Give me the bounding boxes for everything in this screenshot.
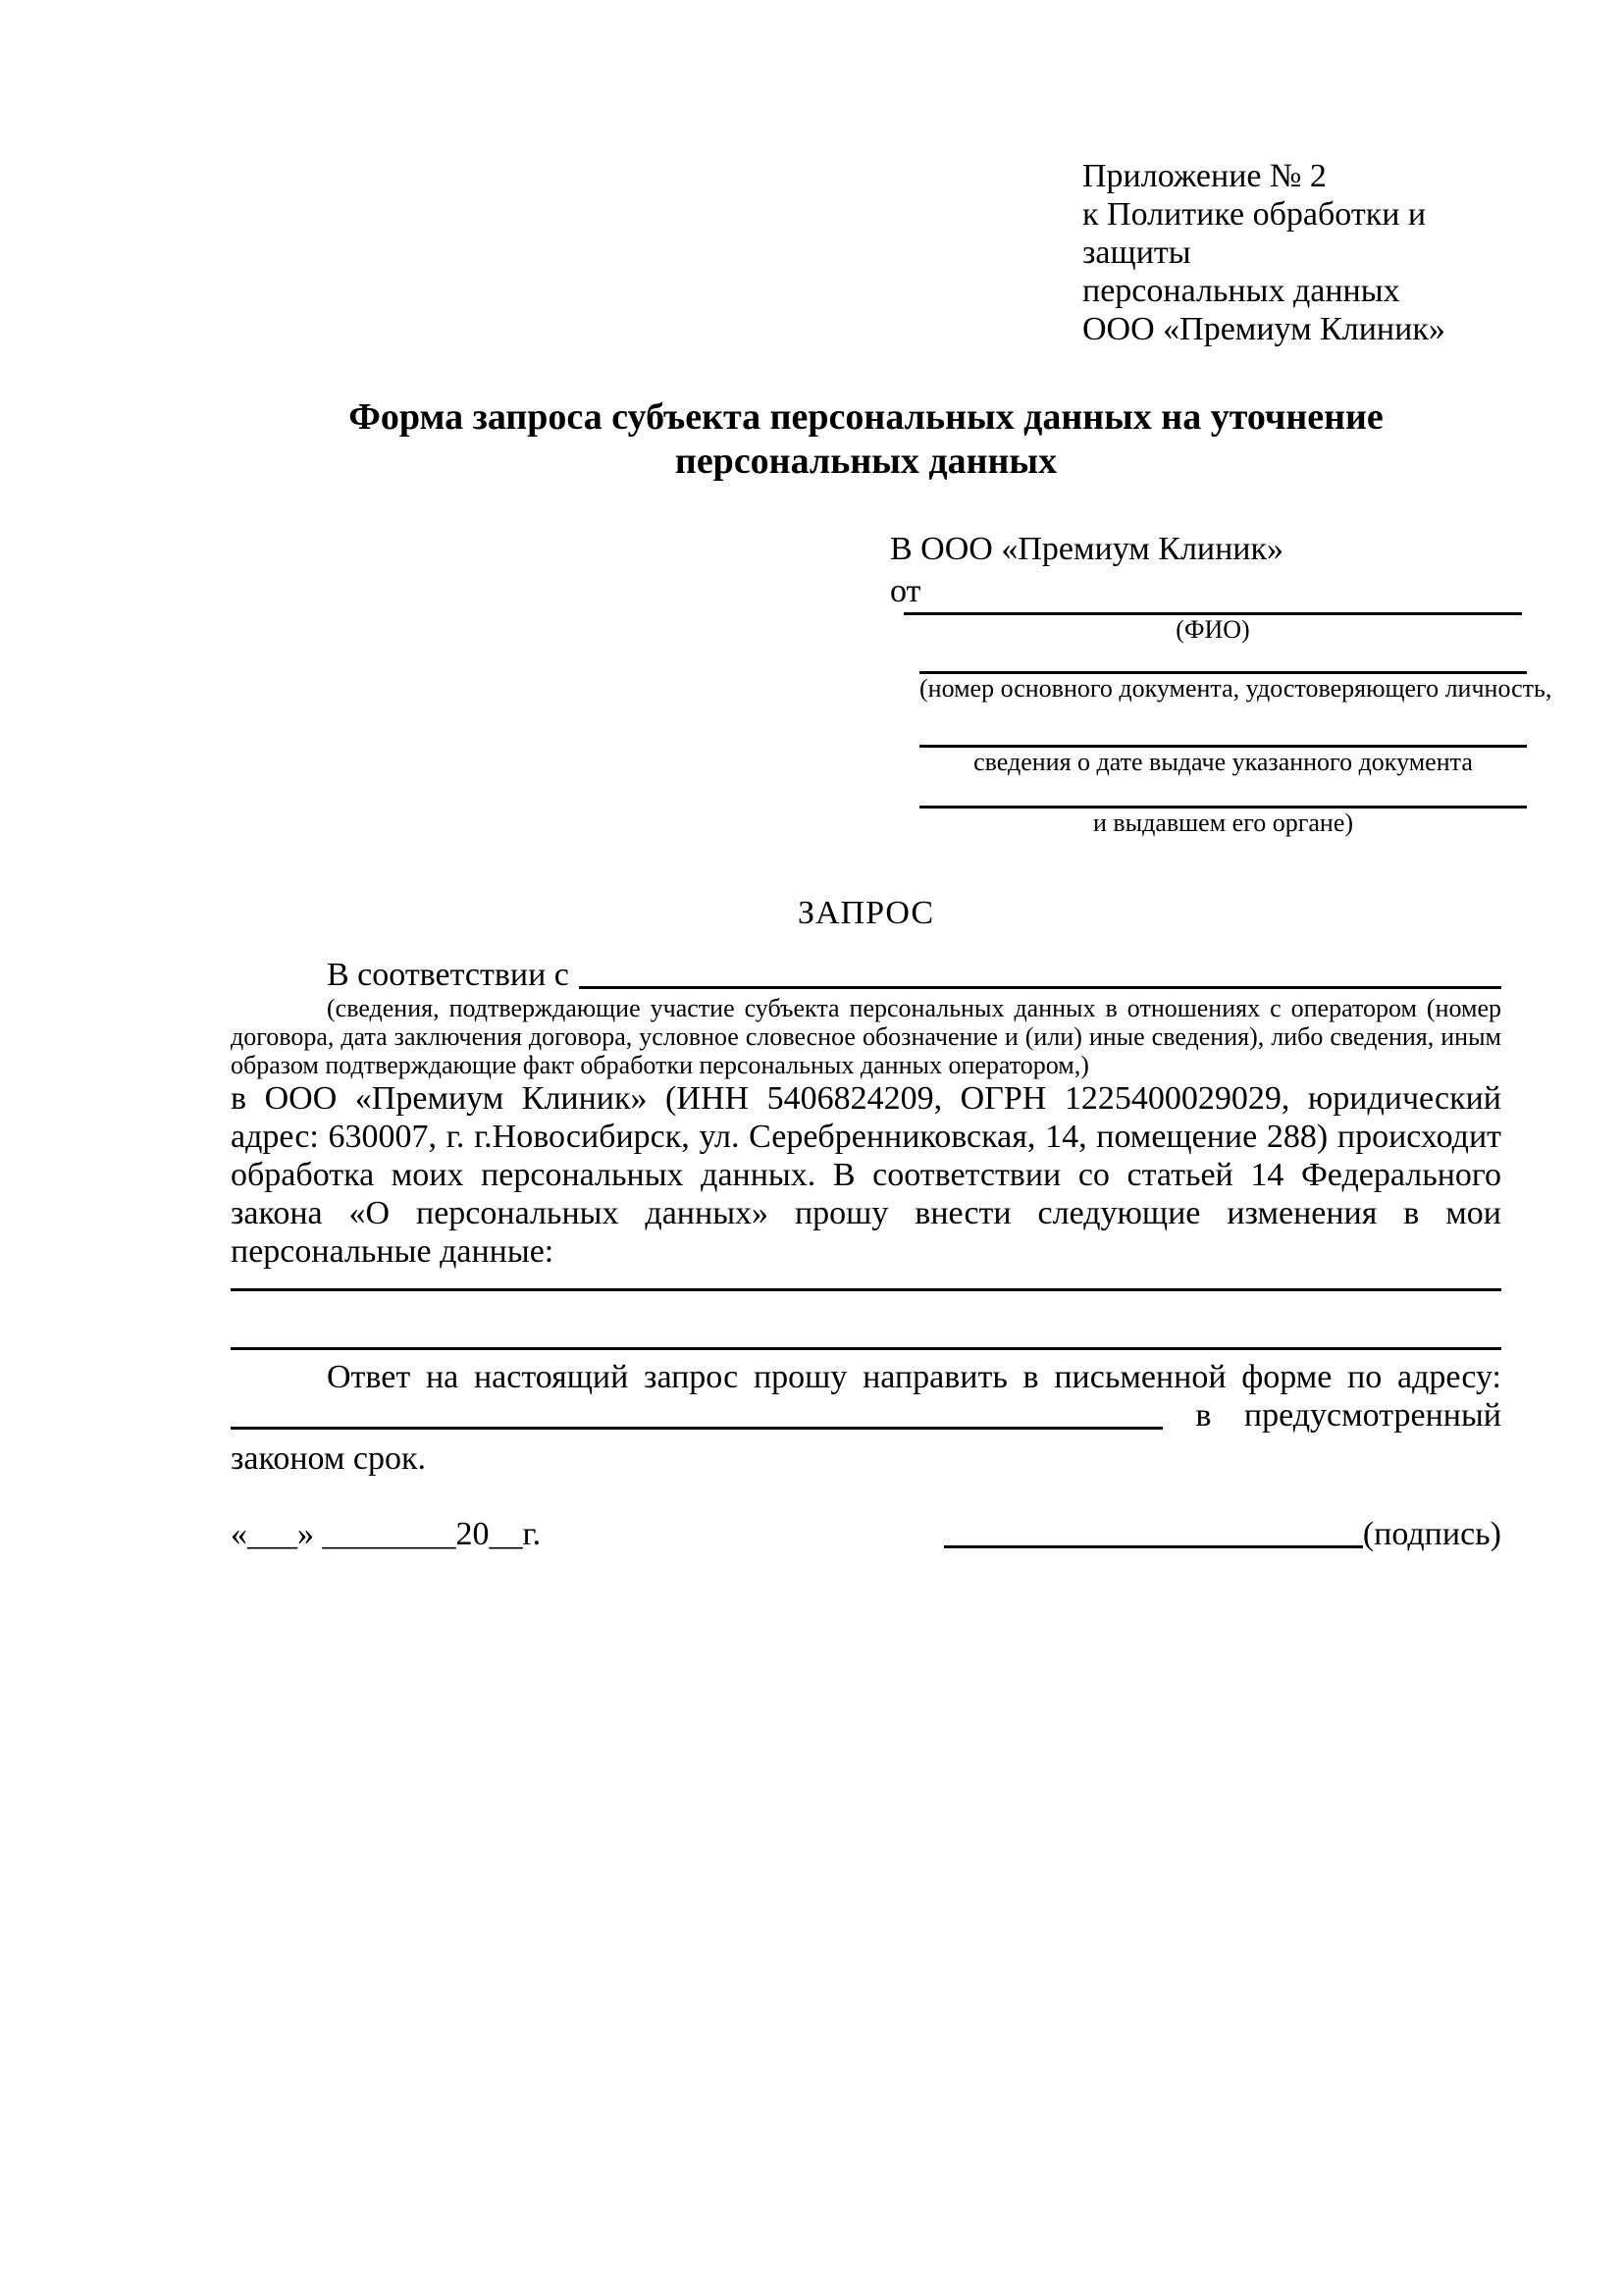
signature-caption: (подпись): [1362, 1516, 1501, 1552]
accordance-row: [231, 956, 1501, 994]
appendix-line: персональных данных: [1082, 273, 1400, 309]
field-document-number: [919, 644, 1552, 703]
date-field: «___» ________20__г.: [231, 1516, 542, 1552]
appendix-line: к Политике обработки и защиты: [1082, 196, 1427, 271]
reply-tail: законом срок.: [231, 1440, 426, 1477]
field-issuing-authority: [919, 776, 1527, 837]
signature-blank-line: [944, 1545, 1363, 1548]
reply-paragraph: Ответ на настоящий запрос прошу направить в письменной форме по адресу:: [327, 1359, 1501, 1395]
issuing-authority-caption: и выдавшем его органе): [1092, 809, 1354, 837]
body-paragraph: в ООО «Премиум Клиник» (ИНН 5406824209, ОГРН 1225400029029, юридический адрес: 630007, г. г.Новосибирск, ул. Серебренниковская, 14, помещение 288) происходит обработка моих персональных данных. В соответствии со статьей 14 Федерального закона «О персональных данных» прошу внести следующие изменения в мои персональные данные:: [231, 1080, 1501, 1270]
field-issue-date: [919, 703, 1527, 776]
changes-blank-line-1: [231, 1271, 1501, 1291]
accordance-blank-line: [579, 986, 1501, 989]
document-number-caption: (номер основного документа, удостоверяющего личность,: [919, 674, 1552, 703]
addressee-block: [890, 528, 1501, 612]
accordance-label: В соответствии с: [327, 957, 569, 993]
accordance-note: (сведения, подтверждающие участие субъекта персональных данных в отношениях с оператором (номер договора, дата заключения договора, условное словесное обозначение и (или) иные сведения), либо сведения, иным образом подтверждающие факт обработки персональных данных оператором,): [231, 994, 1501, 1079]
request-heading: ЗАПРОС: [797, 895, 935, 931]
reply-word-v: в: [1195, 1397, 1212, 1434]
changes-blank-line-2: [231, 1291, 1501, 1350]
appendix-line: ООО «Премиум Клиник»: [1082, 311, 1445, 347]
issuing-authority-blank-line: [919, 776, 1527, 809]
appendix-line: Приложение № 2: [1082, 158, 1327, 194]
issue-date-caption: сведения о дате выдаче указанного документа: [973, 748, 1473, 776]
field-fio: [904, 612, 1522, 644]
appendix-block: [1082, 157, 1501, 348]
document-number-blank-line: [919, 644, 1527, 674]
fio-caption: (ФИО): [1176, 615, 1250, 644]
date-signature-row: [231, 1515, 1501, 1553]
address-blank-line: [231, 1427, 1163, 1430]
issue-date-blank-line: [919, 703, 1527, 748]
signature-group: [944, 1515, 1501, 1553]
reply-address-row: [231, 1396, 1501, 1435]
reply-word-predusmotrenny: предусмотренный: [1243, 1397, 1501, 1434]
addressee-to: В ООО «Премиум Клиник»: [890, 531, 1284, 567]
document-title: Форма запроса субъекта персональных данных на уточнение персональных данных: [348, 396, 1384, 482]
addressee-from: от: [890, 573, 921, 609]
